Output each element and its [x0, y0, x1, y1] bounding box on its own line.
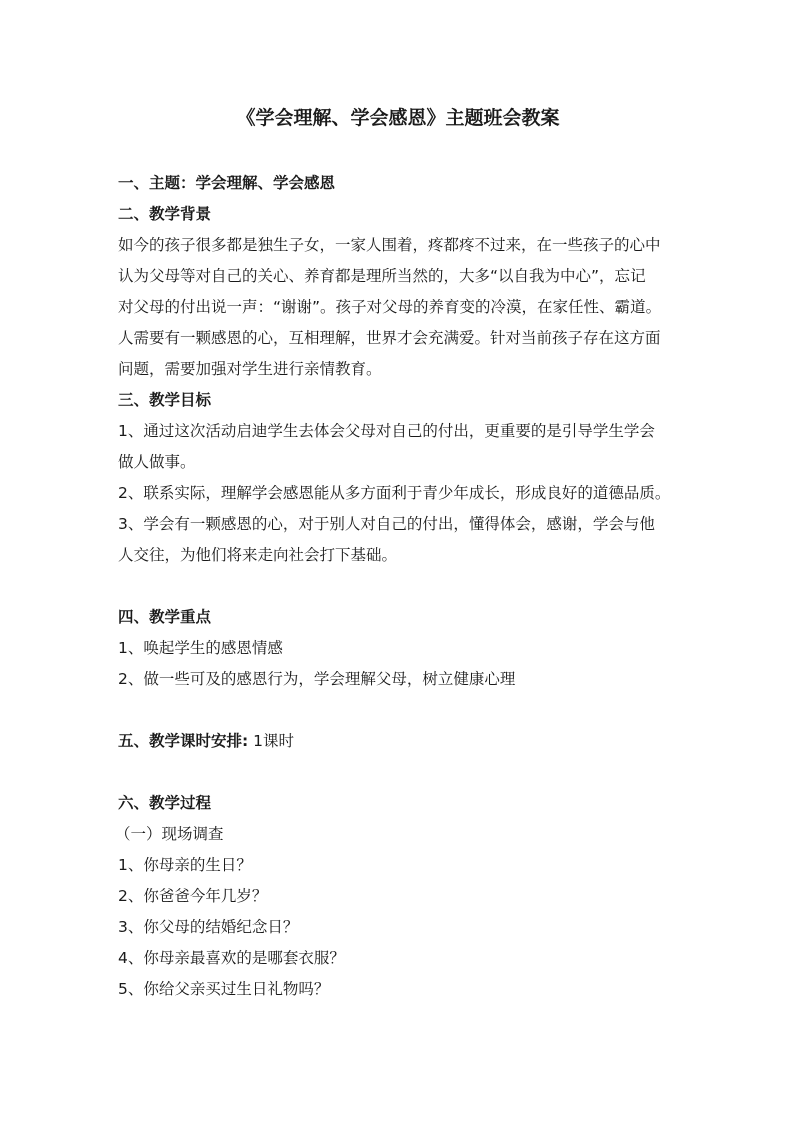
key-point-line: 1、唤起学生的感恩情感: [118, 639, 283, 657]
key-point-line: 2、做一些可及的感恩行为，学会理解父母，树立健康心理: [118, 670, 516, 688]
survey-question: 4、你母亲最喜欢的是哪套衣服？: [118, 949, 345, 967]
section-process-heading: 六、教学过程: [118, 794, 212, 812]
background-line: 问题，需要加强对学生进行亲情教育。: [118, 360, 382, 378]
objective-line: 1、通过这次活动启迪学生去体会父母对自己的付出，更重要的是引导学生学会: [118, 422, 655, 440]
objective-line: 做人做事。: [118, 453, 196, 471]
survey-question: 2、你爸爸今年几岁？: [118, 887, 268, 905]
background-line: 人需要有一颗感恩的心，互相理解，世界才会充满爱。针对当前孩子存在这方面: [118, 329, 661, 347]
section-schedule-heading: 五、教学课时安排:: [118, 732, 249, 750]
section-objectives-heading: 三、教学目标: [118, 391, 212, 409]
survey-question: 5、你给父亲买过生日礼物吗？: [118, 980, 330, 998]
background-line: 如今的孩子很多都是独生子女，一家人围着，疼都疼不过来，在一些孩子的心中: [118, 236, 661, 254]
section-background-heading: 二、教学背景: [118, 205, 212, 223]
blank-line: [118, 695, 678, 726]
blank-line: [118, 571, 678, 602]
section-schedule-value: 1课时: [248, 732, 294, 750]
blank-line: [118, 757, 678, 788]
section-theme-heading: 一、主题：学会理解、学会感恩: [118, 174, 336, 192]
objective-line: 2、联系实际，理解学会感恩能从多方面利于青少年成长，形成良好的道德品质。: [118, 484, 671, 502]
section-schedule: [118, 726, 678, 757]
background-line: 对父母的付出说一声：“谢谢”。孩子对父母的养育变的冷漠，在家任性、霸道。: [118, 298, 662, 316]
document-content: [115, 104, 678, 1005]
objective-line: 3、学会有一颗感恩的心，对于别人对自己的付出，懂得体会，感谢，学会与他: [118, 515, 655, 533]
survey-question: 1、你母亲的生日？: [118, 856, 252, 874]
survey-question: 3、你父母的结婚纪念日？: [118, 918, 299, 936]
page-title: 《学会理解、学会感恩》主题班会教案: [236, 107, 560, 129]
background-line: 认为父母等对自己的关心、养育都是理所当然的，大多“以自我为中心”，忘记: [118, 267, 646, 285]
objective-line: 人交往，为他们将来走向社会打下基础。: [118, 546, 398, 564]
section-key-points-heading: 四、教学重点: [118, 608, 212, 626]
process-subheading: （一）现场调查: [115, 825, 224, 843]
